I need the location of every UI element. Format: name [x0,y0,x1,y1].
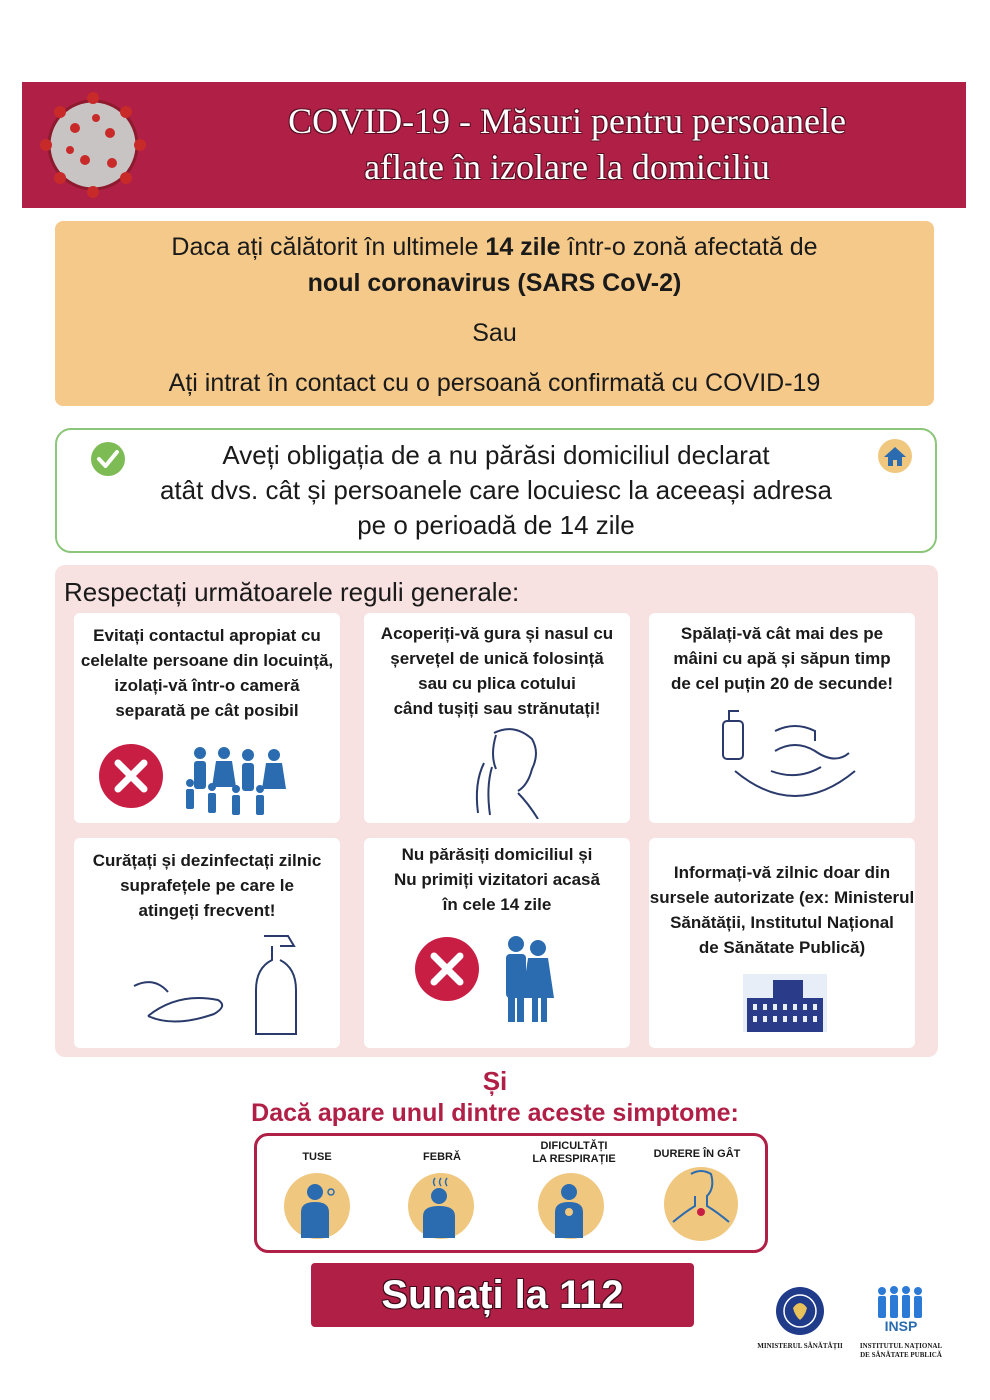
rule-text: Acoperiți-vă gura și nasul cu șervețel de unică folosință sau cu plica cotului când tușiți sau strănutați! [380,624,614,718]
travel-line-4: Ați intrat în contact cu o persoană confirmată cu COVID-19 [168,369,821,397]
symptom-label-breathing: DIFICULTĂȚI LA RESPIRAȚIE [532,1140,616,1165]
symptoms-box [254,1133,768,1253]
symptom-label-cough: TUSE [302,1151,332,1163]
obligation-notice [55,428,937,553]
insp-logo-text: INSP [884,1318,918,1334]
rule-text: Evitați contactul apropiat cu celelalte persoane din locuință, izolați-vă într-o cameră separată pe cât posibil [80,626,334,720]
sore-throat-icon [663,1166,739,1242]
ministry-caption: MINISTERUL SĂNĂTĂȚII [757,1342,843,1350]
rule-text: Spălați-vă cât mai des pe mâini cu apă și săpun timp de cel puțin 20 de secunde! [670,624,893,693]
travel-line-3: Sau [472,319,517,347]
rule-text: Informați-vă zilnic doar din sursele autorizate (ex: Ministerul Sănătății, Institutul Național de Sănătate Publică) [649,863,915,957]
sneeze-icon [454,723,554,819]
government-seal-icon [775,1286,825,1336]
prohibited-icon [412,934,482,1004]
symptom-label-fever: FEBRĂ [423,1151,461,1163]
symptom-label-sore-throat: DURERE ÎN GÂT [653,1148,741,1160]
rule-card-cover-mouth [364,613,630,823]
title-line-2: aflate în izolare la domiciliu [364,147,770,187]
rule-text: Nu părăsiți domiciliul și Nu primiți vizitatori acasă în cele 14 zile [394,845,600,914]
rule-text: Curățați și dezinfectați zilnic suprafețele pe care le atingeți frecvent! [92,851,322,920]
obligation-line-2: atât dvs. cât și persoanele care locuiesc la aceeași adresa [159,475,833,505]
rule-card-stay-home [364,838,630,1048]
cough-icon [283,1172,351,1240]
page-title [172,98,962,190]
and-label: Și [482,1066,508,1096]
insp-caption: INSTITUTUL NAȚIONAL DE SĂNĂTATE PUBLICĂ [859,1342,943,1359]
symptoms-title: Dacă apare unul dintre aceste simptome: [251,1099,739,1127]
travel-line-1b: 14 zile [485,233,561,261]
travel-notice [55,221,934,406]
rules-title: Respectați următoarele reguli generale: [64,577,520,607]
spray-bottle-icon [124,926,314,1038]
rule-card-disinfect [74,838,340,1048]
handwash-icon [715,701,865,811]
travel-line-2: noul coronavirus (SARS CoV-2) [307,269,682,297]
family-icon [182,743,302,821]
building-icon [743,974,827,1032]
visitors-icon [496,934,556,1024]
rule-card-wash-hands [649,613,915,823]
travel-line-1a: Daca ați călătorit în ultimele [171,233,486,261]
obligation-line-3: pe o perioadă de 14 zile [357,510,635,540]
header-banner [22,82,966,208]
rule-card-stay-informed [649,838,915,1048]
insp-people-icon [876,1285,924,1319]
virus-icon [30,88,156,202]
title-line-1: COVID-19 - Măsuri pentru persoanele [288,101,846,141]
rules-section [55,565,938,1057]
breathing-difficulty-icon [537,1172,605,1240]
prohibited-icon [96,741,166,811]
obligation-line-1: Aveți obligația de a nu părăsi domiciliul declarat [222,440,770,470]
travel-line-1 [55,233,934,262]
travel-line-1c: într-o zonă afectată de [560,233,818,261]
fever-icon [407,1172,475,1240]
call-112-banner: Sunați la 112 [311,1263,694,1327]
rule-card-avoid-contact [74,613,340,823]
